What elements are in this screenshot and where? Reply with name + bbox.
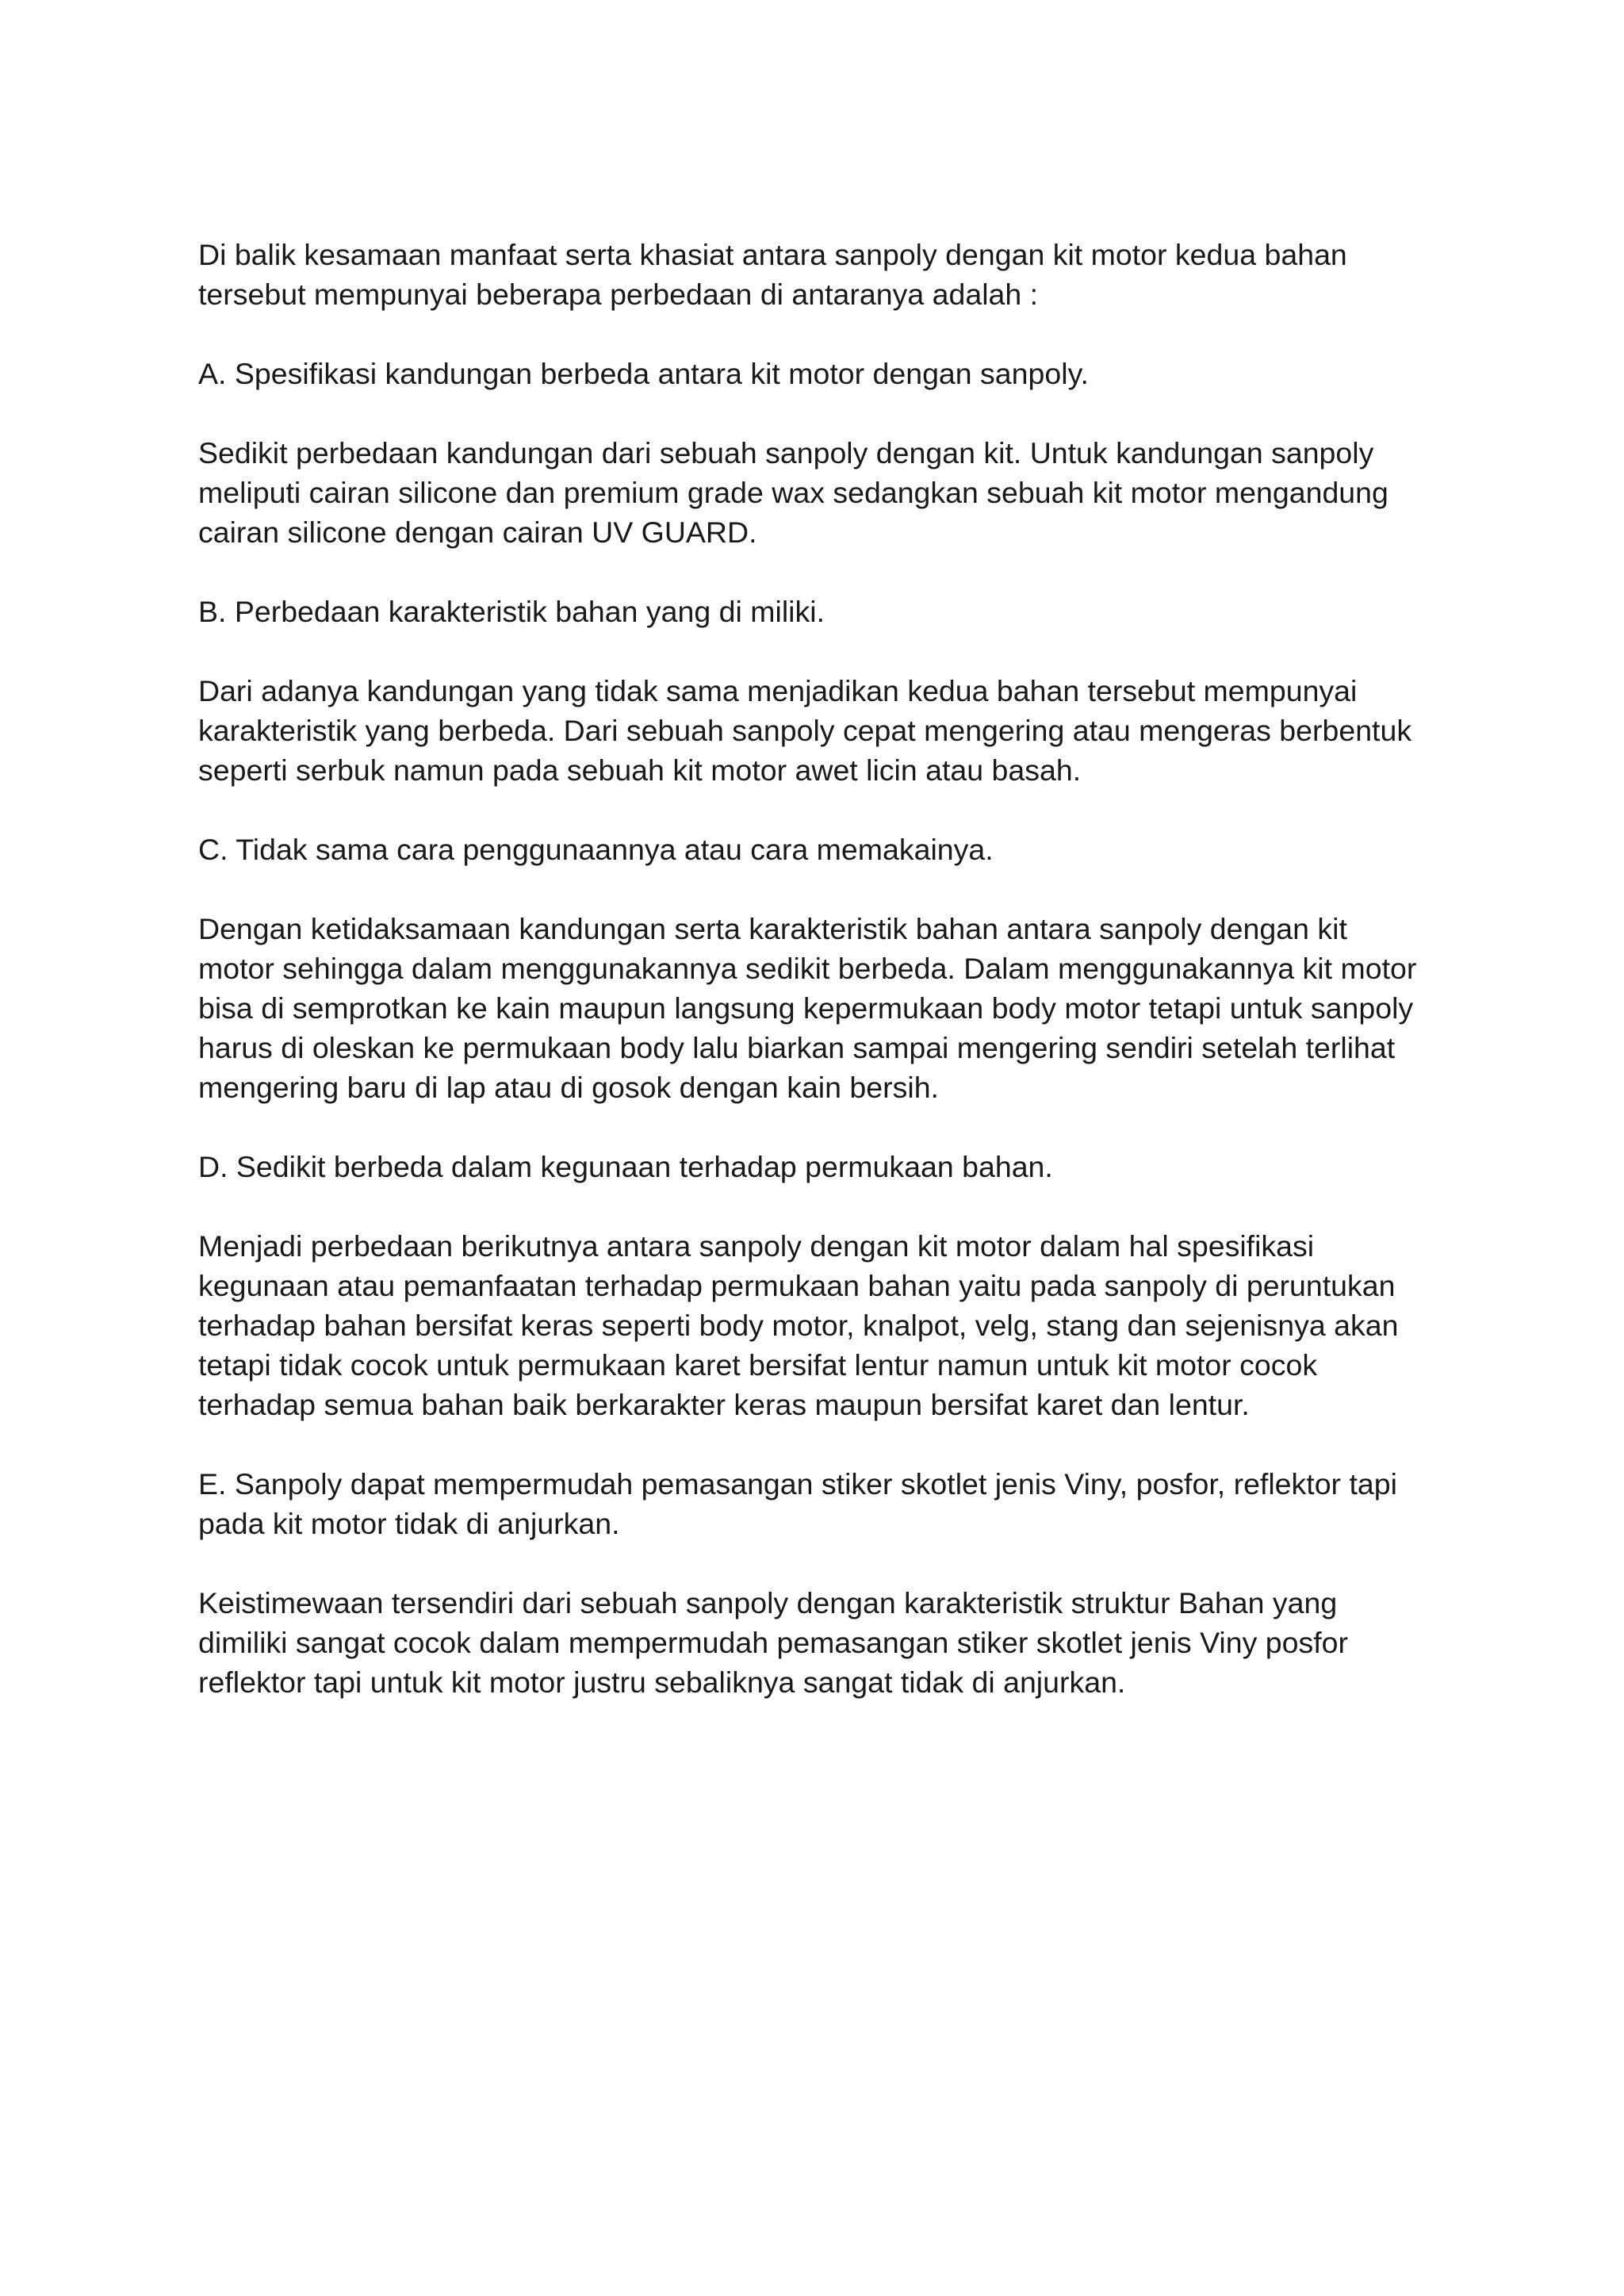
heading-e: E. Sanpoly dapat mempermudah pemasangan stiker skotlet jenis Viny, posfor, reflektor tapi pada kit motor tidak di anjurkan. [198, 1467, 1397, 1540]
paragraph-b: Dari adanya kandungan yang tidak sama menjadikan kedua bahan tersebut mempunyai karakteristik yang berbeda. Dari sebuah sanpoly cepat mengering atau mengeras berbentuk seperti serbuk namun pada sebuah kit motor awet licin atau basah. [198, 674, 1412, 787]
heading-b: B. Perbedaan karakteristik bahan yang di miliki. [198, 595, 825, 628]
paragraph-a: Sedikit perbedaan kandungan dari sebuah sanpoly dengan kit. Untuk kandungan sanpoly meliputi cairan silicone dan premium grade wax sedangkan sebuah kit motor mengandung cairan silicone dengan cairan UV GUARD. [198, 436, 1388, 549]
document-body [198, 235, 1451, 1702]
heading-d: D. Sedikit berbeda dalam kegunaan terhadap permukaan bahan. [198, 1150, 1053, 1183]
paragraph-e: Keistimewaan tersendiri dari sebuah sanpoly dengan karakteristik struktur Bahan yang dimiliki sangat cocok dalam mempermudah pemasangan stiker skotlet jenis Viny posfor reflektor tapi untuk kit motor justru sebaliknya sangat tidak di anjurkan. [198, 1586, 1348, 1699]
heading-a: A. Spesifikasi kandungan berbeda antara kit motor dengan sanpoly. [198, 357, 1089, 390]
intro-paragraph: Di balik kesamaan manfaat serta khasiat antara sanpoly dengan kit motor kedua bahan tersebut mempunyai beberapa perbedaan di antaranya adalah : [198, 238, 1347, 311]
paragraph-c: Dengan ketidaksamaan kandungan serta karakteristik bahan antara sanpoly dengan kit motor sehingga dalam menggunakannya sedikit berbeda. Dalam menggunakannya kit motor bisa di semprotkan ke kain maupun langsung kepermukaan body motor tetapi untuk sanpoly harus di oleskan ke permukaan body lalu biarkan sampai mengering sendiri setelah terlihat mengering baru di lap atau di gosok dengan kain bersih. [198, 912, 1417, 1104]
heading-c: C. Tidak sama cara penggunaannya atau cara memakainya. [198, 833, 994, 866]
paragraph-d: Menjadi perbedaan berikutnya antara sanpoly dengan kit motor dalam hal spesifikasi kegunaan atau pemanfaatan terhadap permukaan bahan yaitu pada sanpoly di peruntukan terhadap bahan bersifat keras seperti body motor, knalpot, velg, stang dan sejenisnya akan tetapi tidak cocok untuk permukaan karet bersifat lentur namun untuk kit motor cocok terhadap semua bahan baik berkarakter keras maupun bersifat karet dan lentur. [198, 1229, 1399, 1421]
